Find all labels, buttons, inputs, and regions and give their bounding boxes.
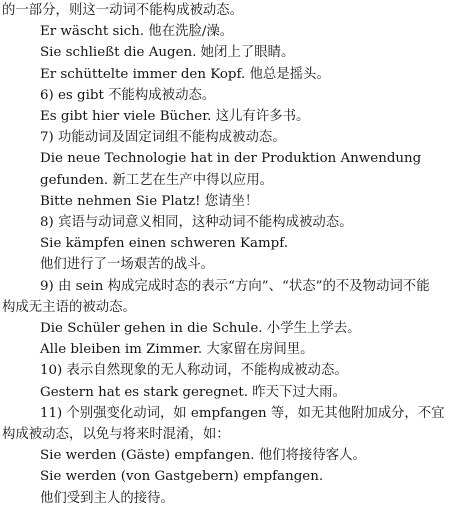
example-sentence: Er schüttelte immer den Kopf. 他总是摇头。: [40, 66, 330, 82]
rule-heading: 7) 功能动词及固定词组不能构成被动态。: [40, 130, 286, 146]
text-line: 的一部分，则这一动词不能构成被动态。: [2, 3, 244, 18]
example-sentence: Bitte nehmen Sie Platz! 您请坐！: [40, 193, 259, 209]
rule-heading-continuation: 构成被动态，以免与将来时混淆，如：: [2, 427, 230, 442]
example-sentence: Die neue Technologie hat in der Produktion Anwendung: [40, 151, 422, 167]
rule-heading: 8) 宾语与动词意义相同，这种动词不能构成被动态。: [40, 215, 353, 230]
example-sentence: Sie werden (Gäste) empfangen. 他们将接待客人。: [40, 448, 366, 464]
rule-heading: 6) es gibt 不能构成被动态。: [40, 87, 216, 103]
example-sentence: gefunden. 新工艺在生产中得以应用。: [40, 172, 274, 188]
example-sentence: Es gibt hier viele Bücher. 这儿有许多书。: [40, 109, 310, 124]
rule-heading: 11) 个别强变化动词，如 empfangen 等，如无其他附加成分，不宜: [40, 405, 445, 421]
example-sentence: Sie werden (von Gastgebern) empfangen.: [40, 469, 324, 485]
rule-heading: 9) 由 sein 构成完成时态的表示“方向”、“状态”的不及物动词不能: [40, 278, 430, 294]
rule-heading-continuation: 构成无主语的被动态。: [2, 299, 136, 315]
rule-heading: 10) 表示自然现象的无人称动词，不能构成被动态。: [40, 363, 348, 379]
example-sentence: Alle bleiben im Zimmer. 大家留在房间里。: [40, 342, 314, 358]
example-sentence: Sie schließt die Augen. 她闭上了眼睛。: [40, 45, 295, 61]
example-translation: 他们进行了一场艰苦的战斗。: [40, 257, 215, 273]
example-translation: 他们受到主人的接待。: [40, 490, 174, 506]
example-sentence: Gestern hat es stark geregnet. 昨天下过大雨。: [40, 384, 346, 400]
example-sentence: Die Schüler gehen in die Schule. 小学生上学去。: [40, 321, 361, 336]
example-sentence: Er wäscht sich. 他在洗脸/澡。: [40, 24, 234, 40]
example-sentence: Sie kämpfen einen schweren Kampf.: [40, 236, 288, 252]
